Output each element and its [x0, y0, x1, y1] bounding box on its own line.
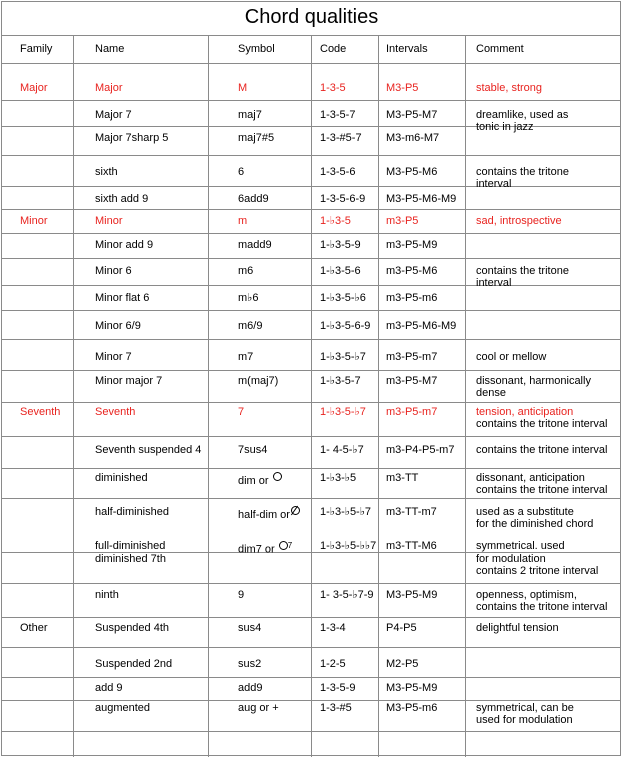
chord-name: Major 7 — [95, 109, 132, 121]
chord-symbol: maj7#5 — [238, 132, 275, 144]
chord-comment: contains the tritone — [476, 166, 569, 178]
chord-comment: dissonant, anticipation — [476, 472, 585, 484]
chord-symbol: dim or — [238, 472, 282, 487]
family-label: Other — [20, 622, 48, 634]
chord-code: 1-3-5-7 — [320, 109, 356, 121]
chord-name: Minor add 9 — [95, 239, 154, 251]
chord-symbol: half-dim or — [238, 506, 300, 521]
chord-code: 1-♭3-5 — [320, 215, 351, 227]
chord-name: Minor — [95, 215, 123, 227]
chord-intervals: m3-P5-m7 — [386, 351, 438, 363]
chord-name: Major 7sharp 5 — [95, 132, 169, 144]
chord-intervals: m3-TT-m7 — [386, 506, 437, 518]
chord-name: half-diminished — [95, 506, 169, 518]
family-label: Minor — [20, 215, 48, 227]
chord-code: 1-♭3-5-6 — [320, 265, 361, 277]
chord-comment: contains the tritone interval — [476, 484, 608, 496]
header-name: Name — [95, 43, 125, 55]
chord-intervals: M3-P5-M6 — [386, 166, 438, 178]
column-divider — [208, 35, 209, 757]
chord-comment: contains the tritone interval — [476, 601, 608, 613]
chord-intervals: m3-TT-M6 — [386, 540, 437, 552]
column-divider — [465, 35, 466, 757]
chord-symbol: m6 — [238, 265, 254, 277]
chord-comment: contains the tritone interval — [476, 418, 608, 430]
chord-code: 1-♭3-♭5-♭♭7 — [320, 540, 377, 552]
chord-intervals: m3-P4-P5-m7 — [386, 444, 455, 456]
chord-comment: stable, strong — [476, 82, 543, 94]
chord-code: 1-♭3-5-9 — [320, 239, 361, 251]
chord-symbol: m6/9 — [238, 320, 263, 332]
chord-code: 1-3-#5 — [320, 702, 352, 714]
chord-symbol: 6 — [238, 166, 245, 178]
chord-code: 1-♭3-♭5 — [320, 472, 357, 484]
chord-symbol: sus4 — [238, 622, 262, 634]
chord-symbol: madd9 — [238, 239, 272, 251]
chord-code: 1-3-5 — [320, 82, 346, 94]
chord-code: 1-2-5 — [320, 658, 346, 670]
chord-code: 1-3-5-9 — [320, 682, 356, 694]
chord-name: Minor major 7 — [95, 375, 163, 387]
header-comment: Comment — [476, 43, 524, 55]
chord-name: ninth — [95, 589, 119, 601]
chord-symbol: sus2 — [238, 658, 262, 670]
chord-symbol: 6add9 — [238, 193, 269, 205]
header-intervals: Intervals — [386, 43, 428, 55]
header-code: Code — [320, 43, 347, 55]
chord-name: Suspended 4th — [95, 622, 170, 634]
chord-symbol: 9 — [238, 589, 245, 601]
chord-intervals: m3-P5-m6 — [386, 292, 438, 304]
chord-symbol: dim7 or $^7$ — [238, 541, 293, 556]
chord-code: 1-♭3-5-6-9 — [320, 320, 371, 332]
chord-intervals: m3-P5-M7 — [386, 375, 438, 387]
chord-intervals: m3-P5-M9 — [386, 239, 438, 251]
chord-intervals: M3-P5-M7 — [386, 109, 438, 121]
chord-intervals: M3-P5-m6 — [386, 702, 438, 714]
chord-name: augmented — [95, 702, 151, 714]
chord-comment: for modulation — [476, 553, 546, 565]
chord-comment: tension, anticipation — [476, 406, 574, 418]
chord-intervals: M2-P5 — [386, 658, 419, 670]
chord-name: sixth add 9 — [95, 193, 149, 205]
chord-symbol: m(maj7) — [238, 375, 279, 387]
chord-symbol: m — [238, 215, 248, 227]
header-family: Family — [20, 43, 53, 55]
chord-symbol: m♭6 — [238, 292, 259, 304]
chord-code: 1-♭3-5-♭7 — [320, 406, 366, 418]
chord-symbol: M — [238, 82, 248, 94]
chord-name: sixth — [95, 166, 118, 178]
chord-name: Minor 6/9 — [95, 320, 141, 332]
chord-intervals: m3-P5-m7 — [386, 406, 438, 418]
half-diminished-icon — [290, 506, 300, 521]
chord-intervals: m3-TT — [386, 472, 419, 484]
chord-symbol: maj7 — [238, 109, 262, 121]
chord-comment: delightful tension — [476, 622, 559, 634]
chord-symbol: aug or + — [238, 702, 279, 714]
family-label: Major — [20, 82, 48, 94]
chord-intervals: M3-P5-M9 — [386, 682, 438, 694]
chord-name: Minor 6 — [95, 265, 132, 277]
page-title: Chord qualities — [244, 6, 379, 28]
chord-intervals: M3-m6-M7 — [386, 132, 440, 144]
chord-comment: symmetrical. used — [476, 540, 565, 552]
chord-intervals: P4-P5 — [386, 622, 417, 634]
family-label: Seventh — [20, 406, 61, 418]
chord-code: 1- 4-5-♭7 — [320, 444, 364, 456]
chord-comment: sad, introspective — [476, 215, 562, 227]
chord-intervals: M3-P5 — [386, 82, 419, 94]
chord-comment: cool or mellow — [476, 351, 547, 363]
chord-symbol: 7sus4 — [238, 444, 268, 456]
chord-comment: contains the tritone interval — [476, 444, 608, 456]
chord-name: Seventh — [95, 406, 136, 418]
chord-name: Seventh suspended 4 — [95, 444, 202, 456]
chord-symbol: 7 — [238, 406, 245, 418]
chord-name: Suspended 2nd — [95, 658, 173, 670]
chord-code: 1-3-#5-7 — [320, 132, 362, 144]
chord-comment: interval — [476, 277, 512, 289]
chord-comment: openness, optimism, — [476, 589, 577, 601]
chord-intervals: M3-P5-M6-M9 — [386, 193, 457, 205]
chord-code: 1-♭3-5-7 — [320, 375, 361, 387]
chord-comment: used as a substitute — [476, 506, 574, 518]
chord-code: 1-3-4 — [320, 622, 346, 634]
chord-intervals: M3-P5-M9 — [386, 589, 438, 601]
chord-name: diminished 7th — [95, 553, 166, 565]
chord-code: 1-♭3-♭5-♭7 — [320, 506, 372, 518]
chord-name: full-diminished — [95, 540, 166, 552]
chord-code: 1-♭3-5-♭6 — [320, 292, 366, 304]
chord-symbol: add9 — [238, 682, 263, 694]
chord-code: 1-3-5-6 — [320, 166, 356, 178]
chord-code: 1-3-5-6-9 — [320, 193, 366, 205]
chord-comment: tonic in jazz — [476, 121, 534, 133]
full-diminished-sup: 7 — [287, 541, 293, 550]
chord-comment: used for modulation — [476, 714, 573, 726]
chord-comment: dissonant, harmonically — [476, 375, 591, 387]
chord-code: 1-♭3-5-♭7 — [320, 351, 366, 363]
chord-intervals: m3-P5 — [386, 215, 419, 227]
chord-name: Minor flat 6 — [95, 292, 150, 304]
chord-comment: dreamlike, used as — [476, 109, 569, 121]
chord-comment: dense — [476, 387, 506, 399]
diminished-circle-icon — [273, 472, 282, 481]
chord-comment: symmetrical, can be — [476, 702, 574, 714]
header-symbol: Symbol — [238, 43, 275, 55]
chord-name: Minor 7 — [95, 351, 132, 363]
column-divider — [73, 35, 74, 757]
chord-comment: contains the tritone — [476, 265, 569, 277]
chord-code: 1- 3-5-♭7-9 — [320, 589, 374, 601]
column-divider — [311, 35, 312, 757]
chord-comment: for the diminished chord — [476, 518, 594, 530]
chord-name: diminished — [95, 472, 148, 484]
chord-name: Major — [95, 82, 123, 94]
column-divider — [378, 35, 379, 757]
chord-intervals: m3-P5-M6 — [386, 265, 438, 277]
chord-name: add 9 — [95, 682, 123, 694]
chord-symbol: m7 — [238, 351, 254, 363]
chord-comment: interval — [476, 178, 512, 190]
chord-intervals: m3-P5-M6-M9 — [386, 320, 457, 332]
chord-comment: contains 2 tritone interval — [476, 565, 599, 577]
full-diminished-circle-icon — [279, 541, 288, 550]
